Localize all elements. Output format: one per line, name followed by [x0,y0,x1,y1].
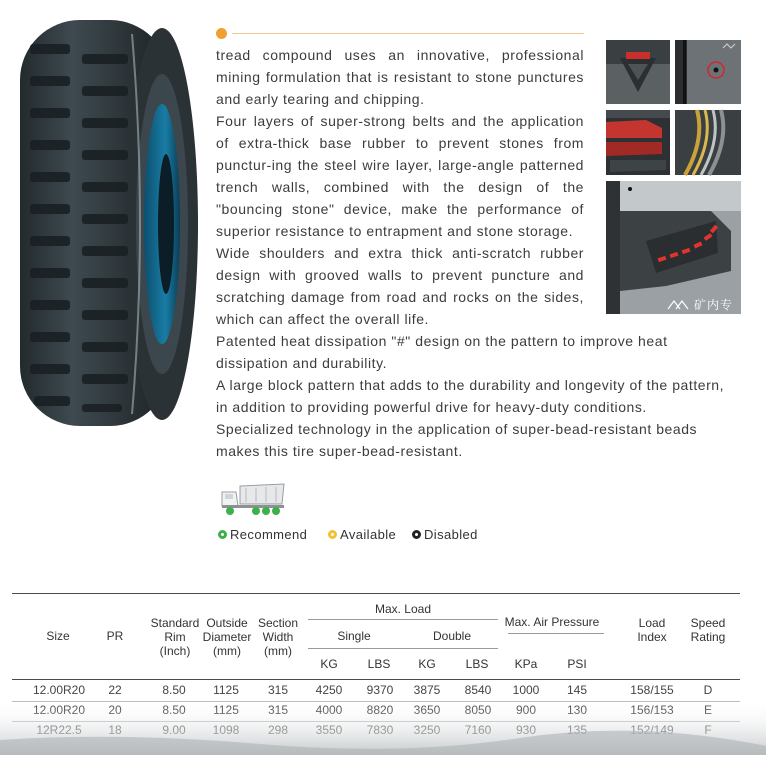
detail-photo-belt-layers [606,110,670,175]
accent-bullet [216,28,227,39]
cell-single-kg: 4250 [315,683,343,697]
header-double-kg: KG [418,657,436,671]
accent-rule [232,33,584,34]
header-double: Double [432,629,472,643]
disabled-dot-icon [412,530,421,539]
header-single-lbs: LBS [367,657,391,671]
photo-caption: 矿内专用 [694,298,734,329]
header-pr: PR [106,629,124,643]
max-load-rule [308,619,498,620]
header-double-lbs: LBS [465,657,489,671]
recommend-dot-icon [218,530,227,539]
header-diameter: Outside Diameter (mm) [202,616,252,658]
header-max-air-pressure: Max. Air Pressure [504,615,600,629]
ground-background [0,700,766,755]
cell-psi: 145 [566,683,588,697]
paragraph-heat-dissipation: Patented heat dissipation "#" design on the pattern to improve heat dissipation and durability. [216,333,668,371]
cell-kpa: 1000 [512,683,540,697]
detail-photo-groove [675,40,741,104]
table-top-rule [12,593,740,594]
legend-available-label: Available [340,527,397,542]
header-single-kg: KG [320,657,338,671]
header-kpa: KPa [514,657,538,671]
cell-size: 12.00R20 [32,683,86,697]
header-size: Size [46,629,70,643]
legend-available [328,527,396,542]
header-psi: PSI [567,657,587,671]
tire-image [12,14,198,432]
cell-double-lbs: 8540 [464,683,492,697]
cell-diameter: 1125 [213,683,239,697]
legend-recommend [218,527,307,542]
legend-disabled-label: Disabled [424,527,478,542]
paragraph-block-pattern: A large block pattern that adds to the durability and longevity of the pattern, in addition to providing powerful drive for heavy-duty conditions. [216,377,725,415]
dump-truck-icon [218,478,288,518]
available-dot-icon [328,530,337,539]
header-section-width: Section Width (mm) [257,616,299,658]
cell-load-index: 158/155 [630,683,674,697]
cell-section-width: 315 [267,683,289,697]
description-narrow-block [216,44,584,330]
paragraph-belts: Four layers of super-strong belts and the application of extra-thick base rubber to prevent stones from punctur-ing the steel wire layer, large-angle patterned trench walls, combined with the design of the "bouncing stone" device, make the performance of superior resistance to entrapment and stone storage. [216,113,584,239]
single-double-rule [308,648,498,649]
cell-single-lbs: 9370 [366,683,394,697]
detail-photo-anti-scratch [606,181,741,329]
header-rim: Standard Rim (Inch) [150,616,200,658]
cell-rim: 8.50 [162,683,186,697]
paragraph-compound: tread compound uses an innovative, professional mining formulation that is resistant to stone punctures and early tearing and chipping. [216,47,584,107]
table-header-rule [12,679,740,680]
pressure-rule [508,633,604,634]
detail-photo-stone-ejector [606,40,670,104]
legend-disabled [412,527,478,542]
header-single: Single [337,629,371,643]
cell-speed-rating: D [703,683,713,697]
header-max-load: Max. Load [374,602,432,616]
legend-recommend-label: Recommend [230,527,308,542]
cell-double-kg: 3875 [413,683,441,697]
cell-pr: 22 [108,683,122,697]
detail-photo-steel-wire [675,110,741,175]
header-load-index: Load Index [637,616,667,644]
header-speed-rating: Speed Rating [690,616,726,644]
paragraph-bead-resistant: Specialized technology in the application of super-bead-resistant beads makes this tire super-bead-resistant. [216,421,698,459]
paragraph-shoulders: Wide shoulders and extra thick anti-scratch rubber design with grooved walls to prevent puncture and scratching damage from road and rocks on the sides, which can affect the overall life. [216,245,584,327]
